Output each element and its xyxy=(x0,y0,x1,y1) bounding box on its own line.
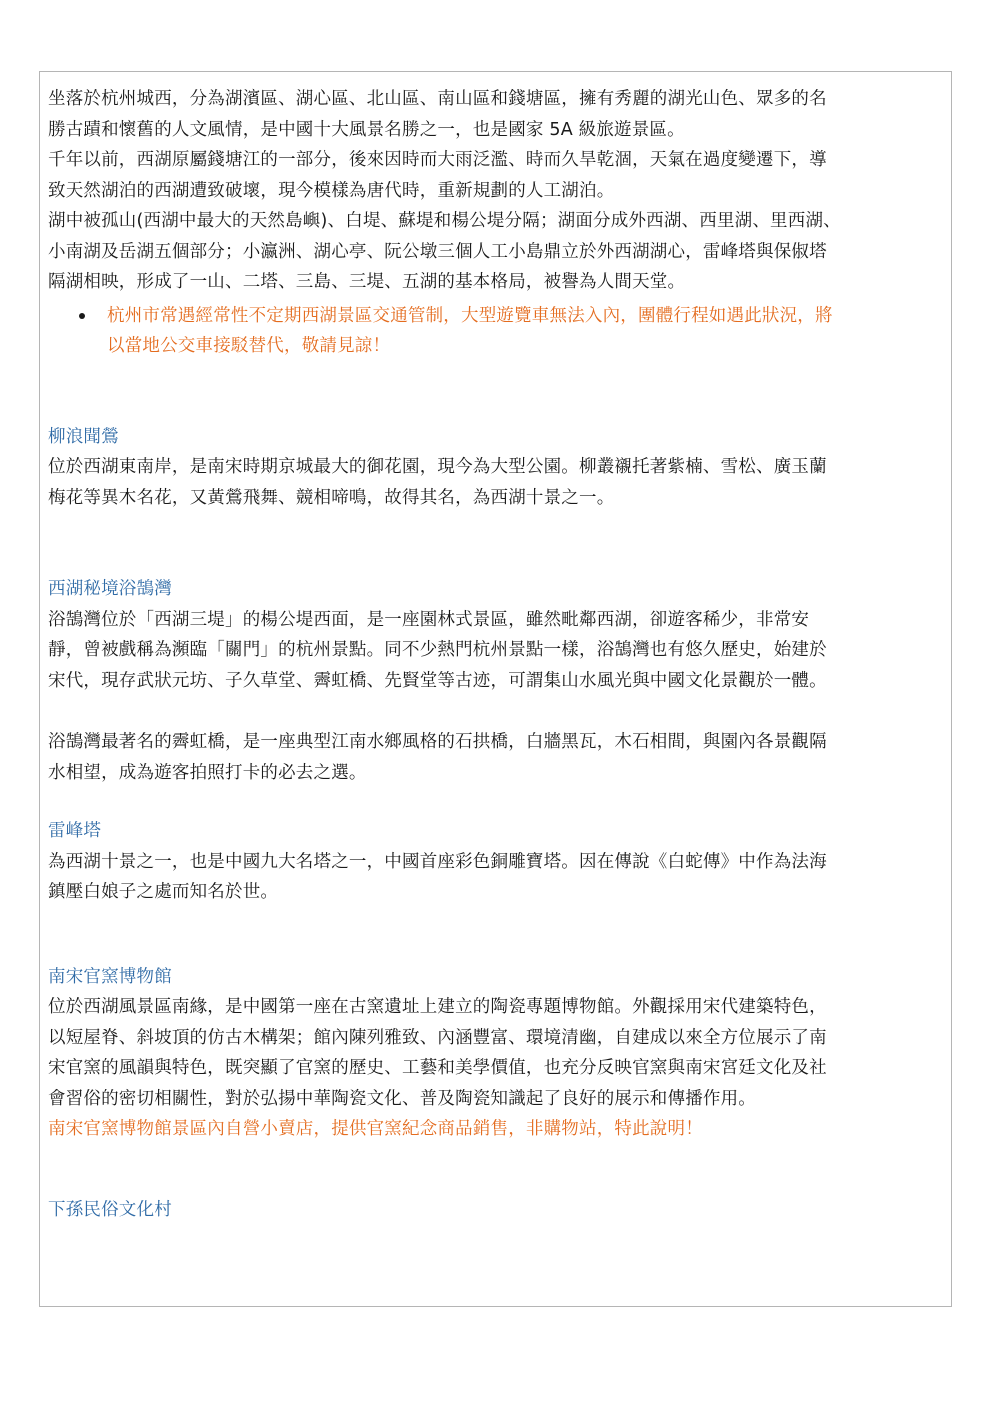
section-line: 位於西湖東南岸，是南宋時期京城最大的御花園，現今為大型公園。柳叢襯托著紫楠、雪松、廣玉蘭 xyxy=(48,457,827,477)
intro-line: 勝古蹟和懷舊的人文風情，是中國十大風景名勝之一，也是國家 5A 級旅遊景區。 xyxy=(48,119,685,140)
notice-line: 以當地公交車接駁替代，敬請見諒！ xyxy=(107,336,391,356)
intro-line: 小南湖及岳湖五個部分；小瀛洲、湖心亭、阮公墩三個人工小島鼎立於外西湖湖心，雷峰塔與保俶塔 xyxy=(48,241,827,262)
section-heading: 柳浪聞鶯 xyxy=(48,426,119,447)
section-line: 梅花等異木名花，又黃鶯飛舞、競相啼鳴，故得其名，為西湖十景之一。 xyxy=(48,487,615,508)
section-line: 位於西湖風景區南緣，是中國第一座在古窯遺址上建立的陶瓷專題博物館。外觀採用宋代建築特色， xyxy=(48,997,827,1017)
document-body xyxy=(48,84,938,1225)
section-line: 會習俗的密切相關性，對於弘揚中華陶瓷文化、普及陶瓷知識起了良好的展示和傳播作用。 xyxy=(48,1088,756,1109)
section-heading: 雷峰塔 xyxy=(48,821,102,841)
traffic-notice xyxy=(48,301,938,362)
section-heading: 西湖秘境浴鵠灣 xyxy=(48,579,172,599)
intro-line: 隔湖相映，形成了一山、二塔、三島、三堤、五湖的基本格局，被譽為人間天堂。 xyxy=(48,272,686,292)
bullet-dot-icon xyxy=(79,313,85,319)
section-heading: 下孫民俗文化村 xyxy=(48,1199,172,1220)
section-line: 宋代，現存武狀元坊、子久草堂、霽虹橋、先賢堂等古迹，可謂集山水風光與中國文化景觀於一體。 xyxy=(48,670,827,691)
section-line: 靜，曾被戲稱為瀕臨「關門」的杭州景點。同不少熱門杭州景點一樣，浴鵠灣也有悠久歷史，始建於 xyxy=(48,640,827,660)
museum-notice: 南宋官窯博物館景區內自營小賣店，提供官窯紀念商品銷售，非購物站，特此說明！ xyxy=(48,1119,703,1139)
notice-line: 杭州市常遇經常性不定期西湖景區交通管制，大型遊覽車無法入內，團體行程如遇此狀況，將 xyxy=(107,305,833,326)
section-line: 以短屋脊、斜坡頂的仿古木構架；館內陳列雅致、內涵豐富、環境清幽，自建成以來全方位展示了南 xyxy=(48,1027,827,1048)
intro-line: 坐落於杭州城西，分為湖濱區、湖心區、北山區、南山區和錢塘區，擁有秀麗的湖光山色、眾多的名 xyxy=(48,89,827,109)
intro-line: 致天然湖泊的西湖遭致破壞，現今模樣為唐代時，重新規劃的人工湖泊。 xyxy=(48,180,615,201)
intro-line: 湖中被孤山(西湖中最大的天然島嶼)、白堤、蘇堤和楊公堤分隔；湖面分成外西湖、西里湖、里西湖、 xyxy=(48,211,841,231)
section-line: 水相望，成為遊客拍照打卡的必去之選。 xyxy=(48,762,367,783)
section-line: 為西湖十景之一，也是中國九大名塔之一，中國首座彩色銅雕寶塔。因在傳說《白蛇傳》中作為法海 xyxy=(48,851,827,872)
section-line: 宋官窯的風韻與特色，既突顯了官窯的歷史、工藝和美學價值，也充分反映官窯與南宋宮廷文化及社 xyxy=(48,1058,827,1078)
intro-line: 千年以前，西湖原屬錢塘江的一部分，後來因時而大雨泛濫、時而久旱乾涸，天氣在過度變遷下，導 xyxy=(48,150,827,170)
section-line: 浴鵠灣位於「西湖三堤」的楊公堤西面，是一座園林式景區，雖然毗鄰西湖，卻遊客稀少，非常安 xyxy=(48,609,810,630)
section-heading: 南宋官窯博物館 xyxy=(48,966,172,987)
section-line: 鎮壓白娘子之處而知名於世。 xyxy=(48,882,279,902)
section-line: 浴鵠灣最著名的霽虹橋，是一座典型江南水鄉風格的石拱橋，白牆黑瓦，木石相間，與園內各景觀隔 xyxy=(48,732,827,752)
